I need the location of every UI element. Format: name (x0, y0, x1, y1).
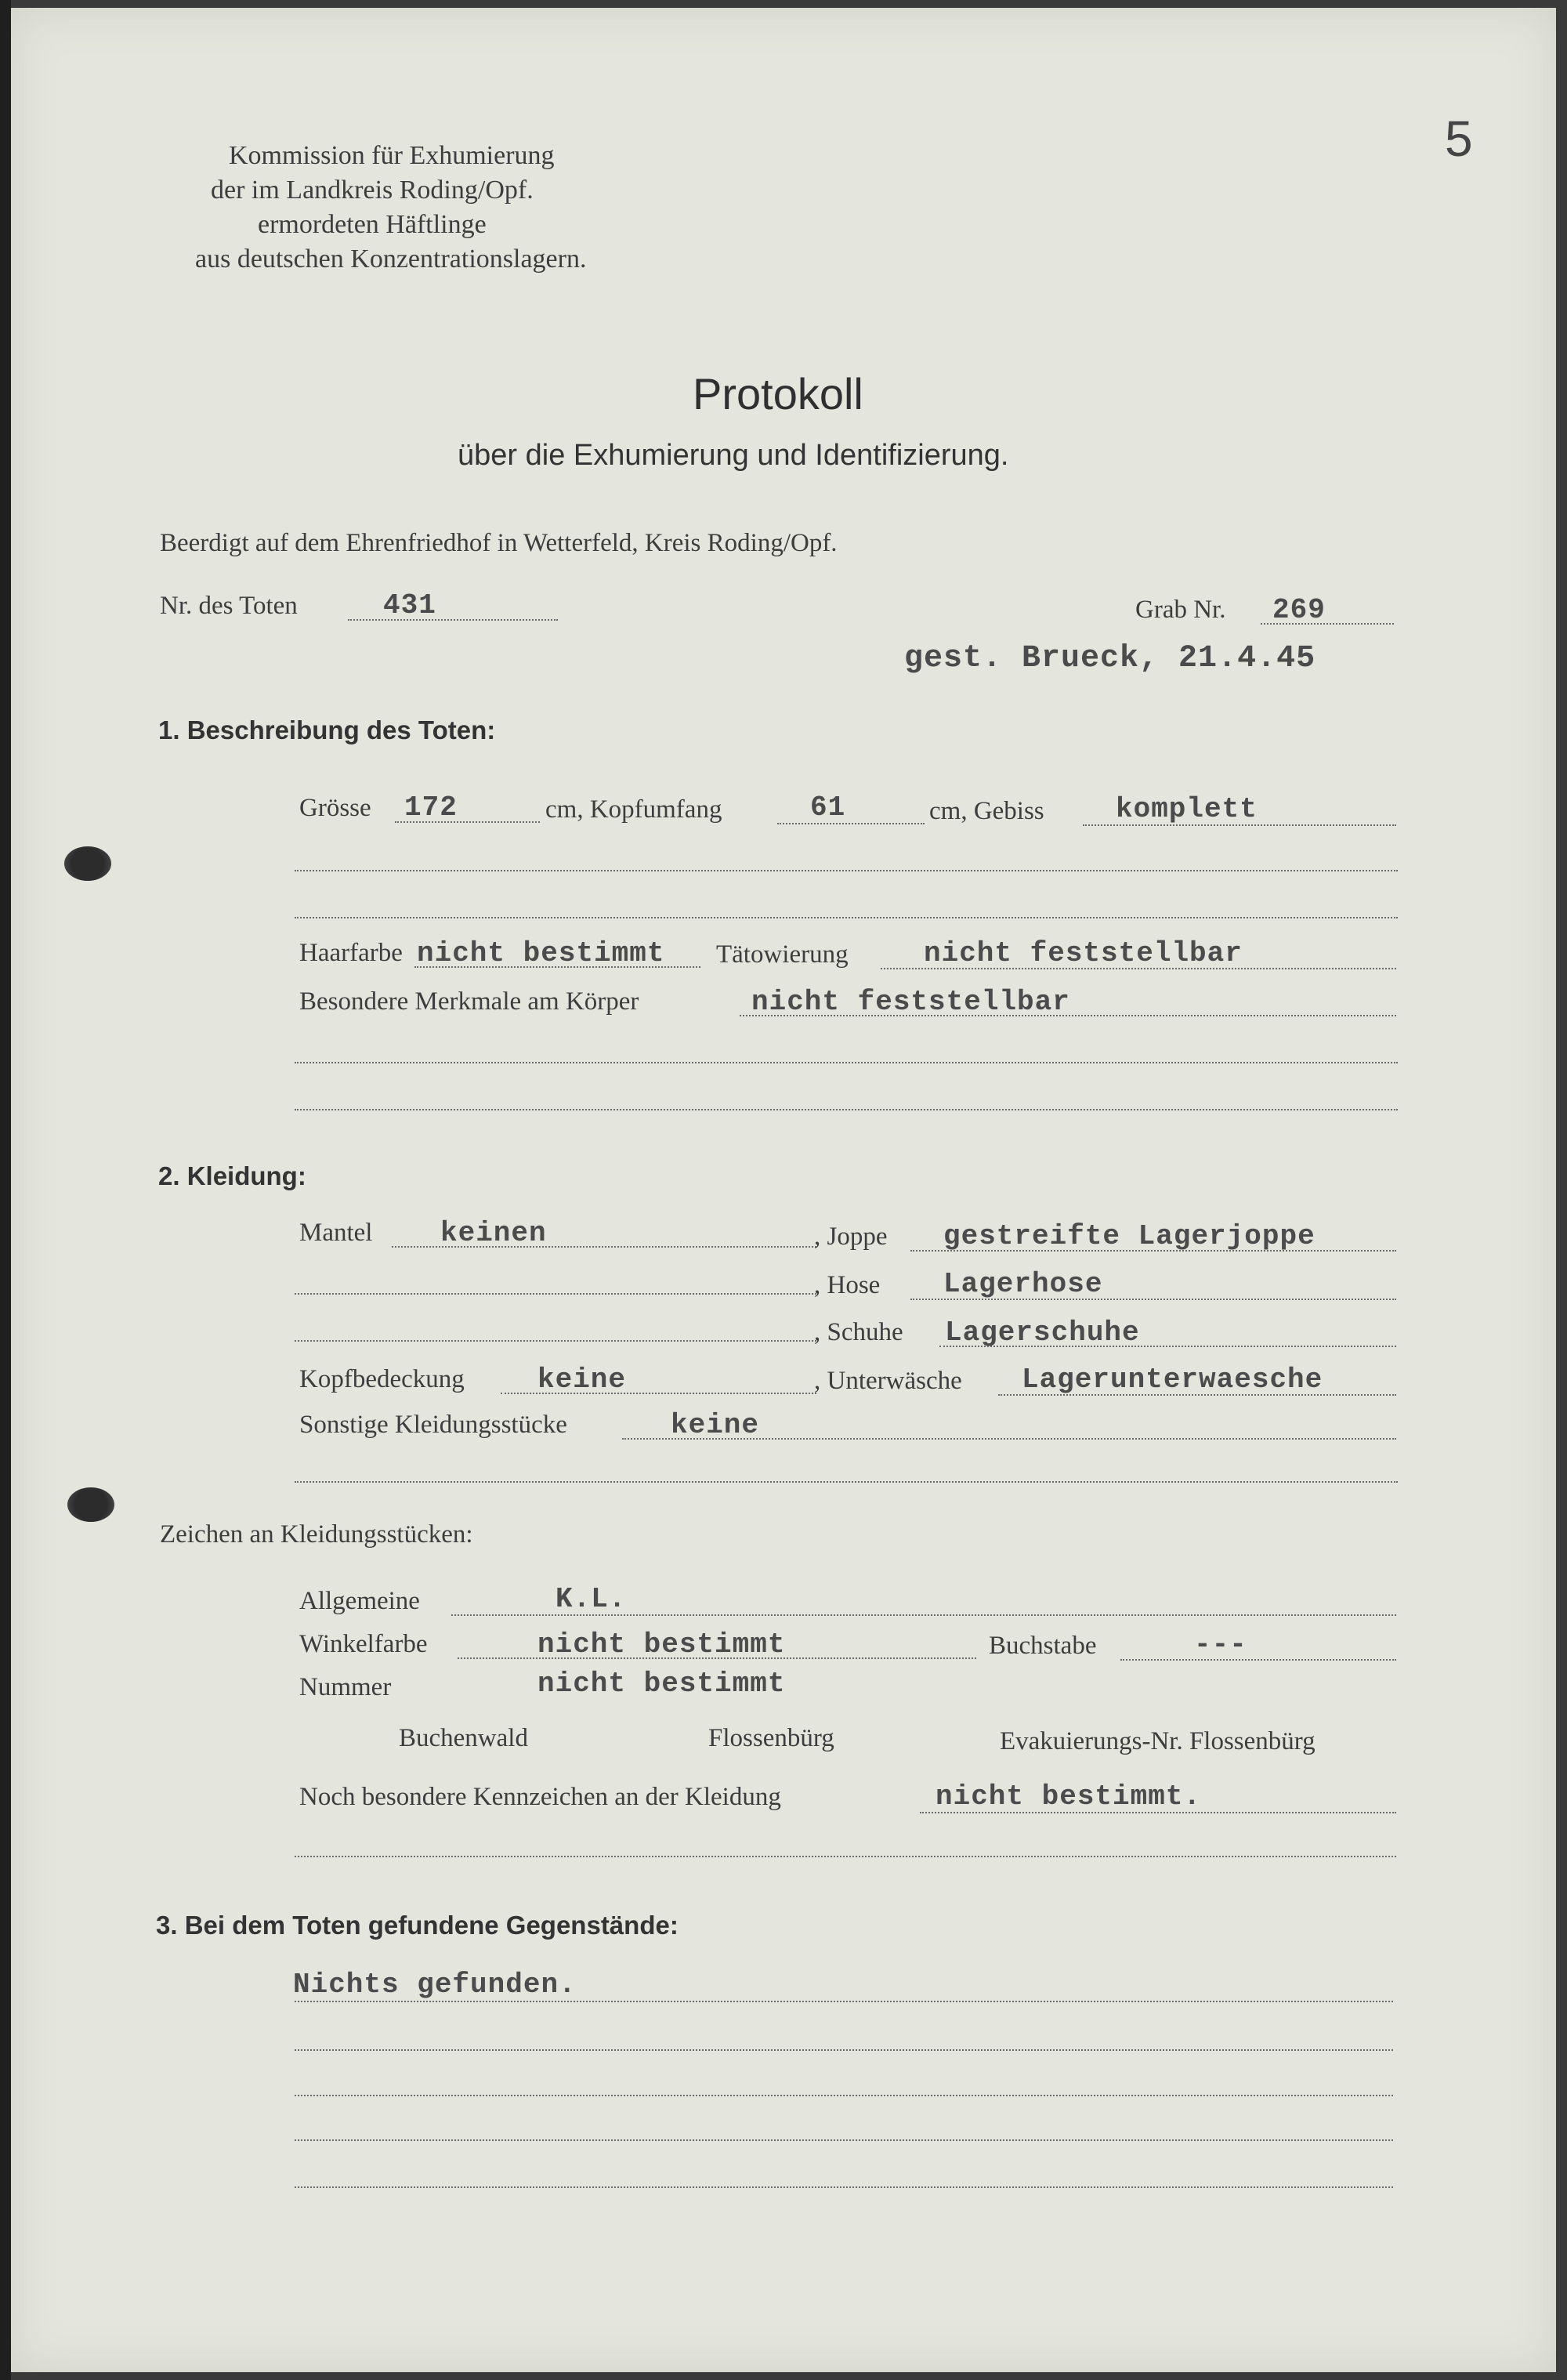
dead-number-value: 431 (383, 589, 436, 621)
underwear-label: , Unterwäsche (814, 1367, 962, 1395)
hair-value: nicht bestimmt (417, 937, 665, 969)
page-title: Protokoll (693, 369, 863, 418)
winkel-color-label: Winkelfarbe (299, 1630, 428, 1658)
height-value: 172 (404, 792, 458, 824)
commission-line-1: Kommission für Exhumierung (229, 141, 555, 170)
underwear-value: Lagerunterwaesche (1022, 1364, 1323, 1396)
letter-label: Buchstabe (989, 1632, 1097, 1660)
height-label: Grösse (299, 794, 371, 822)
punch-hole (67, 1487, 114, 1522)
shoes-label: , Schuhe (814, 1318, 903, 1346)
marks-heading: Zeichen an Kleidungsstücken: (160, 1520, 473, 1549)
binder-edge (0, 0, 11, 2380)
headwear-value: keine (537, 1364, 627, 1396)
head-size-label: cm, Kopfumfang (545, 795, 722, 824)
hair-label: Haarfarbe (299, 939, 403, 967)
commission-line-4: aus deutschen Konzentrationslagern. (195, 245, 587, 274)
shoes-value: Lagerschuhe (945, 1317, 1140, 1349)
page-subtitle: über die Exhumierung und Identifizierung. (458, 439, 1009, 472)
dead-number-label: Nr. des Toten (160, 592, 298, 620)
commission-line-2: der im Landkreis Roding/Opf. (211, 176, 534, 205)
general-label: Allgemeine (299, 1587, 420, 1615)
death-note: gest. Brueck, 21.4.45 (904, 641, 1316, 676)
grave-number-value: 269 (1272, 594, 1326, 626)
section-2-heading: 2. Kleidung: (158, 1161, 306, 1190)
other-clothing-label: Sonstige Kleidungsstücke (299, 1411, 567, 1439)
document-page (11, 8, 1556, 2372)
jacket-label: , Joppe (814, 1223, 888, 1251)
coat-label: Mantel (299, 1219, 373, 1247)
punch-hole (64, 846, 111, 881)
section-1-heading: 1. Beschreibung des Toten: (158, 715, 496, 744)
tattoo-label: Tätowierung (716, 940, 849, 969)
commission-line-3: ermordeten Häftlinge (258, 210, 487, 239)
column-flossenbuerg: Flossenbürg (708, 1724, 834, 1752)
section-3-heading: 3. Bei dem Toten gefundene Gegenstände: (156, 1911, 679, 1940)
teeth-value: komplett (1116, 793, 1258, 825)
jacket-value: gestreifte Lagerjoppe (943, 1220, 1315, 1252)
trousers-label: , Hose (814, 1271, 881, 1299)
column-evakuierung: Evakuierungs-Nr. Flossenbürg (1000, 1727, 1315, 1755)
tattoo-value: nicht feststellbar (924, 937, 1243, 969)
number-value: nicht bestimmt (537, 1668, 786, 1700)
coat-value: keinen (440, 1217, 547, 1249)
teeth-label: cm, Gebiss (929, 797, 1044, 825)
page-number: 5 (1445, 110, 1473, 167)
column-buchenwald: Buchenwald (399, 1724, 528, 1752)
head-size-value: 61 (810, 792, 846, 824)
marks-label: Besondere Merkmale am Körper (299, 987, 639, 1016)
general-value: K.L. (556, 1583, 627, 1615)
marks-value: nicht feststellbar (751, 986, 1070, 1018)
found-items-value: Nichts gefunden. (293, 1969, 577, 2001)
other-clothing-value: keine (671, 1409, 760, 1441)
winkel-color-value: nicht bestimmt (537, 1628, 786, 1661)
grave-number-label: Grab Nr. (1135, 596, 1226, 624)
burial-location: Beerdigt auf dem Ehrenfriedhof in Wetterfeld, Kreis Roding/Opf. (160, 529, 838, 557)
extra-marks-label: Noch besondere Kennzeichen an der Kleidung (299, 1783, 781, 1811)
trousers-value: Lagerhose (943, 1268, 1103, 1300)
letter-value: --- (1194, 1628, 1247, 1661)
extra-marks-value: nicht bestimmt. (935, 1780, 1202, 1813)
number-label: Nummer (299, 1673, 392, 1701)
headwear-label: Kopfbedeckung (299, 1365, 465, 1393)
